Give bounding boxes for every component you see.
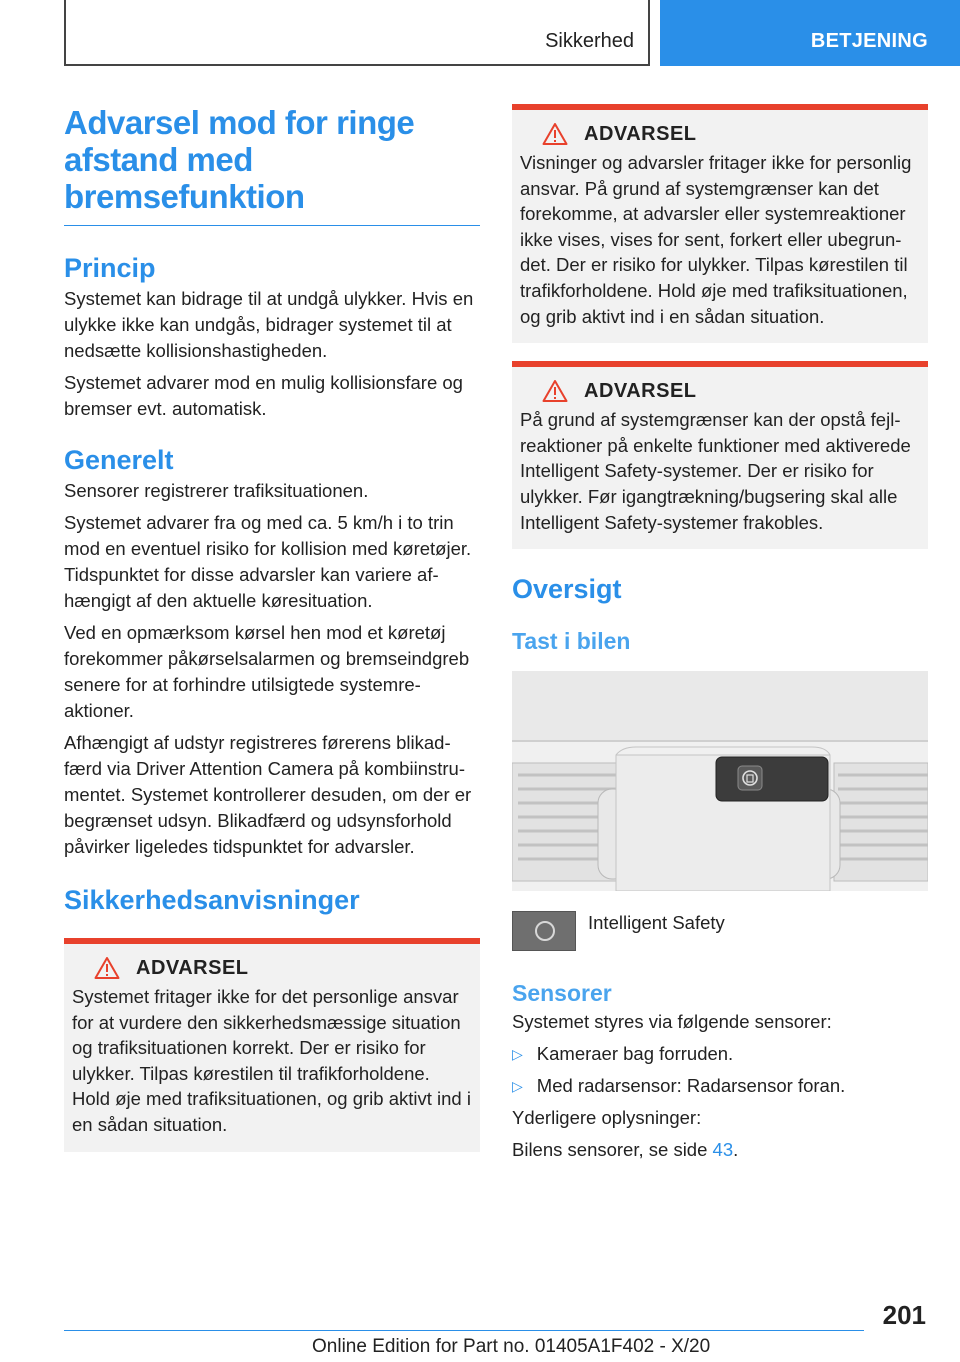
page-number: 201 [882,1300,926,1330]
principle-paragraph-2: Systemet advarer mod en mulig kollisionsfare og bremser evt. automatisk. [64,372,463,419]
dashboard-button-photo [512,671,928,891]
warning-text: Visninger og advarsler fritager ikke for personlig ansvar. På grund af systemgrænser kan det forekomme, at advarsler eller systemreaktioner ikke vises, vises for sent, forkert eller ubegrundet. Der er risiko for ulykker. Tilpas kørestilen til trafikforholdene. Hold øje med trafiksituationen, og grib aktivt ind i en sådan situation. [520,152,912,327]
warning-triangle-icon [542,379,568,403]
header-section-box [64,0,650,66]
heading-button-in-car: Tast i bilen [512,628,631,655]
warning-text: På grund af systemgrænser kan der opstå fejlreaktioner på enkelte funktioner med aktiverede Intelligent Safety-systemer. Der er risiko for ulykker. Før igangtrækning/bugsering skal alle Intelligent Safety-systemer frakobles. [520,409,911,533]
right-column [512,104,928,1163]
general-paragraph-2: Systemet advarer fra og med ca. 5 km/h i to trin mod en eventuel risiko for kollision med køretøjer. Tidspunktet for disse advarsler kan variere afhængigt af den aktuelle køresituation. [64,512,472,611]
header-chapter-box [660,0,960,66]
heading-safety: Sikkerhedsanvisninger [64,885,360,915]
general-paragraph-3: Ved en opmærksom kørsel hen mod et køretøj forekommer påkørselsalarmen og bremseindgreb senere for at forhindre utilsigtede systemreaktioner. [64,622,470,721]
warning-triangle-icon [542,122,568,146]
footer-divider [64,1330,864,1331]
list-item-text: Med radarsensor: Radarsensor foran. [536,1075,846,1097]
warning-box-2 [512,361,928,549]
page-reference [512,1137,928,1163]
general-paragraph-4: Afhængigt af udstyr registreres førerens blikadfærd via Driver Attention Camera på kombiinstrumentet. Systemet kontrollerer desuden, om der er begrænset udsyn. Blikadfærd og udsynsforhold påvirker ligeledes tidspunktet for advarsler. [64,732,472,857]
sensor-list [512,1041,928,1099]
bullet-triangle-icon: ▷ [512,1078,523,1095]
heading-sensors: Sensorer [512,980,612,1007]
list-item-text: Kameraer bag forruden. [536,1043,734,1065]
dashboard-illustration [512,671,928,891]
intelligent-safety-button-icon[interactable] [512,911,576,951]
reference-text: Bilens sensorer, se side [512,1139,713,1161]
more-info-label: Yderligere oplysninger: [512,1107,702,1129]
heading-general: Generelt [64,445,174,475]
page-link[interactable]: 43 [712,1139,734,1161]
list-item [512,1041,928,1067]
button-label: Intelligent Safety [588,912,725,934]
heading-principle: Princip [64,253,156,283]
warning-title: ADVARSEL [136,956,249,979]
warning-title: ADVARSEL [584,122,697,145]
heading-overview: Oversigt [512,574,622,605]
list-item [512,1073,928,1099]
section-title: Sikkerhed [545,30,634,52]
button-legend-row [512,911,928,951]
reference-end: . [733,1139,739,1161]
principle-paragraph-1: Systemet kan bidrage til at undgå ulykker. Hvis en ulykke ikke kan undgås, bidrager systemet til at nedsætte kollisionshastigheden. [64,288,474,361]
warning-box-1 [512,104,928,343]
bullet-triangle-icon: ▷ [512,1046,523,1063]
warning-text: Systemet fritager ikke for det personlige ansvar for at vurdere den sikkerhedsmæssige situation og trafiksituationen korrekt. Der er risiko for ulykker. Tilpas kørestilen til trafikforholdene. Hold øje med trafiksituationen, og grib aktivt ind i en sådan situation. [72,986,471,1135]
warning-triangle-icon [94,956,120,980]
chapter-title: BETJENING [810,30,928,52]
footer-edition: Online Edition for Part no. 01405A1F402 - X/20 [312,1336,711,1357]
warning-title: ADVARSEL [584,379,697,402]
left-column [64,104,480,1152]
general-paragraph-1: Sensorer registrerer trafiksituationen. [64,480,369,501]
warning-box [64,938,480,1152]
sensors-intro: Systemet styres via følgende sensorer: [512,1011,832,1033]
page-title: Advarsel mod for ringe afstand med bremsefunktion [64,104,480,226]
